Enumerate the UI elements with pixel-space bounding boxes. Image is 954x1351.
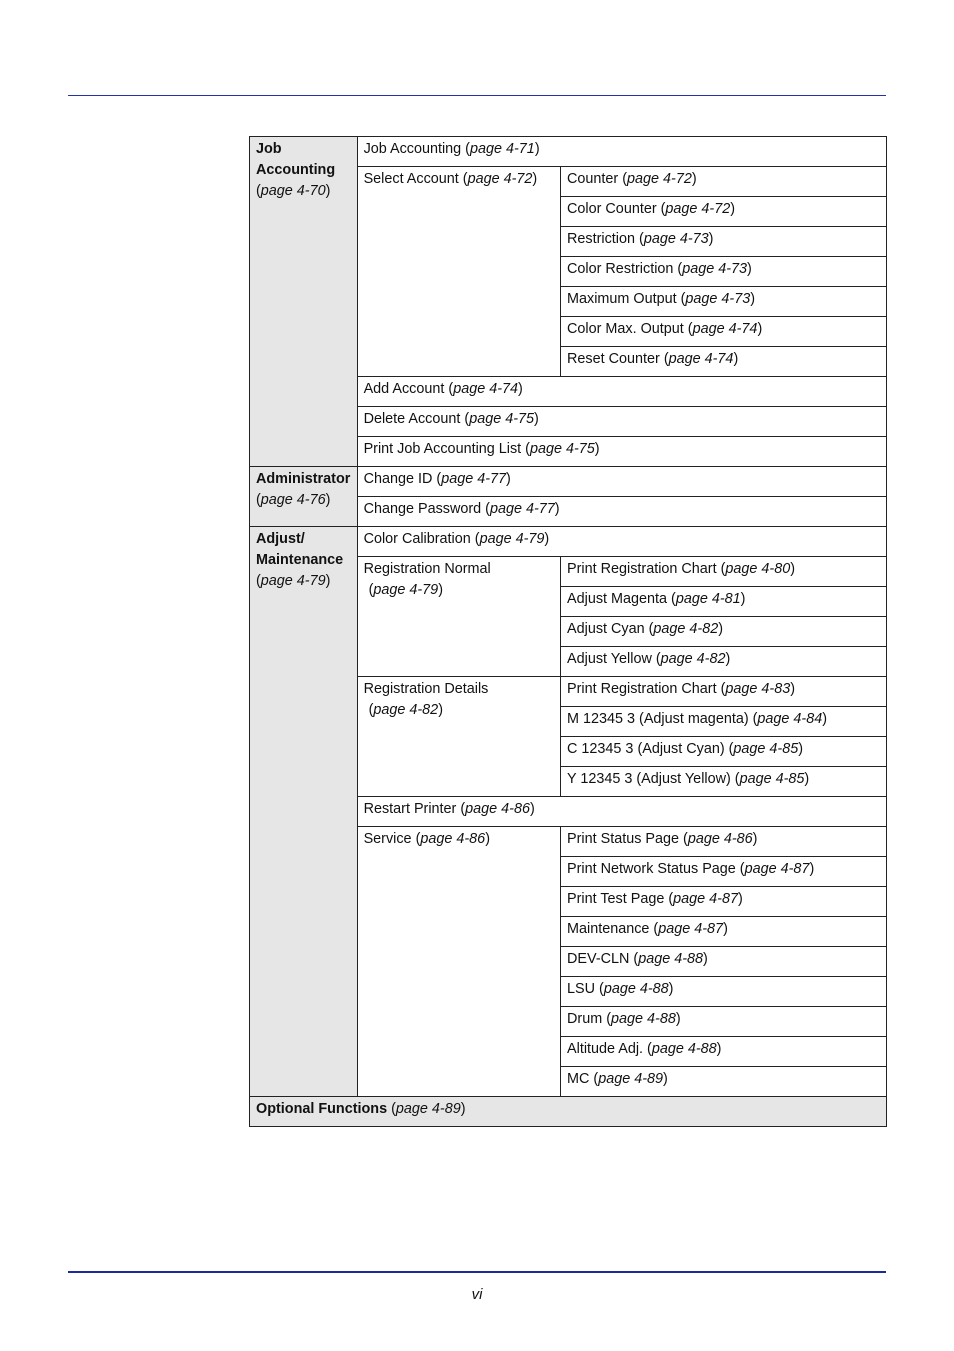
menu-item: M 12345 3 (Adjust magenta) (page 4-84) (561, 707, 887, 737)
section-optional-functions: Optional Functions (page 4-89) (250, 1097, 887, 1127)
page-ref[interactable]: page 4-82 (653, 621, 719, 637)
table-row (250, 1097, 887, 1127)
menu-item: Print Job Accounting List (page 4-75) (357, 437, 886, 467)
menu-item: Delete Account (page 4-75) (357, 407, 886, 437)
page-ref[interactable]: page 4-88 (651, 1041, 717, 1057)
page-ref[interactable]: page 4-82 (373, 702, 439, 718)
page-ref[interactable]: page 4-72 (665, 201, 731, 217)
page-ref[interactable]: page 4-88 (611, 1011, 676, 1027)
page-ref[interactable]: page 4-79 (479, 531, 545, 547)
menu-item: Color Counter (page 4-72) (561, 197, 887, 227)
page-ref[interactable]: page 4-86 (687, 831, 753, 847)
menu-item: Change ID (page 4-77) (357, 467, 886, 497)
menu-item: Print Registration Chart (page 4-80) (561, 557, 887, 587)
section-label: Maintenance (256, 552, 344, 568)
menu-item: Adjust Magenta (page 4-81) (561, 587, 887, 617)
menu-item: Print Test Page (page 4-87) (561, 887, 887, 917)
menu-item: C 12345 3 (Adjust Cyan) (page 4-85) (561, 737, 887, 767)
page-ref[interactable]: page 4-88 (638, 951, 704, 967)
page-ref[interactable]: page 4-72 (627, 171, 692, 187)
section-label: Accounting (256, 162, 336, 178)
page-ref[interactable]: page 4-89 (395, 1101, 461, 1117)
page-ref[interactable]: page 4-79 (373, 582, 439, 598)
page-ref[interactable]: page 4-73 (682, 261, 748, 277)
page-ref[interactable]: page 4-86 (420, 831, 486, 847)
page-ref[interactable]: page 4-79 (260, 573, 326, 589)
menu-item: Color Restriction (page 4-73) (561, 257, 887, 287)
header-rule (68, 95, 886, 96)
page-ref[interactable]: page 4-83 (725, 681, 791, 697)
menu-item: Add Account (page 4-74) (357, 377, 886, 407)
page-ref[interactable]: page 4-82 (660, 651, 726, 667)
page-ref[interactable]: page 4-87 (658, 921, 724, 937)
page-ref[interactable]: page 4-75 (529, 441, 595, 457)
page-ref[interactable]: page 4-87 (744, 861, 810, 877)
menu-item: Registration Normal (page 4-79) (357, 557, 560, 677)
page-ref[interactable]: page 4-76 (260, 492, 326, 508)
menu-item: Select Account (page 4-72) (357, 167, 560, 377)
page-ref[interactable]: page 4-72 (467, 171, 533, 187)
page-ref[interactable]: page 4-77 (489, 501, 555, 517)
menu-item: Counter (page 4-72) (561, 167, 887, 197)
menu-item: Altitude Adj. (page 4-88) (561, 1037, 887, 1067)
section-administrator: Administrator (page 4-76) (250, 467, 358, 527)
menu-item: Registration Details (page 4-82) (357, 677, 560, 797)
page-ref[interactable]: page 4-85 (739, 771, 805, 787)
section-label: Job (256, 141, 282, 157)
menu-item: Reset Counter (page 4-74) (561, 347, 887, 377)
menu-item: Restart Printer (page 4-86) (357, 797, 886, 827)
menu-item: MC (page 4-89) (561, 1067, 887, 1097)
menu-item: Print Registration Chart (page 4-83) (561, 677, 887, 707)
table-row (250, 137, 887, 167)
page-ref[interactable]: page 4-80 (725, 561, 791, 577)
menu-map-table (249, 136, 887, 1127)
section-adjust-maintenance: Adjust/ Maintenance (page 4-79) (250, 527, 358, 1097)
page-ref[interactable]: page 4-74 (692, 321, 758, 337)
menu-item: Restriction (page 4-73) (561, 227, 887, 257)
page-ref[interactable]: page 4-85 (733, 741, 799, 757)
page-ref[interactable]: page 4-73 (685, 291, 751, 307)
section-job-accounting: Job Accounting (page 4-70) (250, 137, 358, 467)
page-number: vi (471, 1286, 483, 1303)
menu-item: Maintenance (page 4-87) (561, 917, 887, 947)
page-ref[interactable]: page 4-89 (598, 1071, 664, 1087)
page-ref[interactable]: page 4-87 (673, 891, 738, 907)
page-ref[interactable]: page 4-86 (465, 801, 530, 817)
menu-item: Drum (page 4-88) (561, 1007, 887, 1037)
page-ref[interactable]: page 4-73 (643, 231, 709, 247)
page-ref[interactable]: page 4-71 (469, 141, 535, 157)
page-ref[interactable]: page 4-81 (675, 591, 741, 607)
section-label: Administrator (256, 471, 351, 487)
menu-item: Color Max. Output (page 4-74) (561, 317, 887, 347)
section-label: Adjust/ (256, 531, 305, 547)
menu-item: Job Accounting (page 4-71) (357, 137, 886, 167)
menu-item: Change Password (page 4-77) (357, 497, 886, 527)
page-ref[interactable]: page 4-84 (757, 711, 823, 727)
menu-item: DEV-CLN (page 4-88) (561, 947, 887, 977)
menu-item: Color Calibration (page 4-79) (357, 527, 886, 557)
page-ref[interactable]: page 4-70 (260, 183, 326, 199)
table-row (250, 467, 887, 497)
page-ref[interactable]: page 4-88 (603, 981, 669, 997)
menu-item: Maximum Output (page 4-73) (561, 287, 887, 317)
menu-item: Adjust Cyan (page 4-82) (561, 617, 887, 647)
table-row (250, 527, 887, 557)
menu-item: Adjust Yellow (page 4-82) (561, 647, 887, 677)
page-ref[interactable]: page 4-75 (469, 411, 535, 427)
menu-item: Y 12345 3 (Adjust Yellow) (page 4-85) (561, 767, 887, 797)
menu-item: LSU (page 4-88) (561, 977, 887, 1007)
page-ref[interactable]: page 4-74 (668, 351, 734, 367)
menu-item: Print Status Page (page 4-86) (561, 827, 887, 857)
section-label: Optional Functions (256, 1101, 388, 1117)
menu-item: Service (page 4-86) (357, 827, 560, 1097)
page-ref[interactable]: page 4-74 (453, 381, 519, 397)
page-ref[interactable]: page 4-77 (441, 471, 507, 487)
menu-item: Print Network Status Page (page 4-87) (561, 857, 887, 887)
footer-rule (68, 1271, 886, 1273)
